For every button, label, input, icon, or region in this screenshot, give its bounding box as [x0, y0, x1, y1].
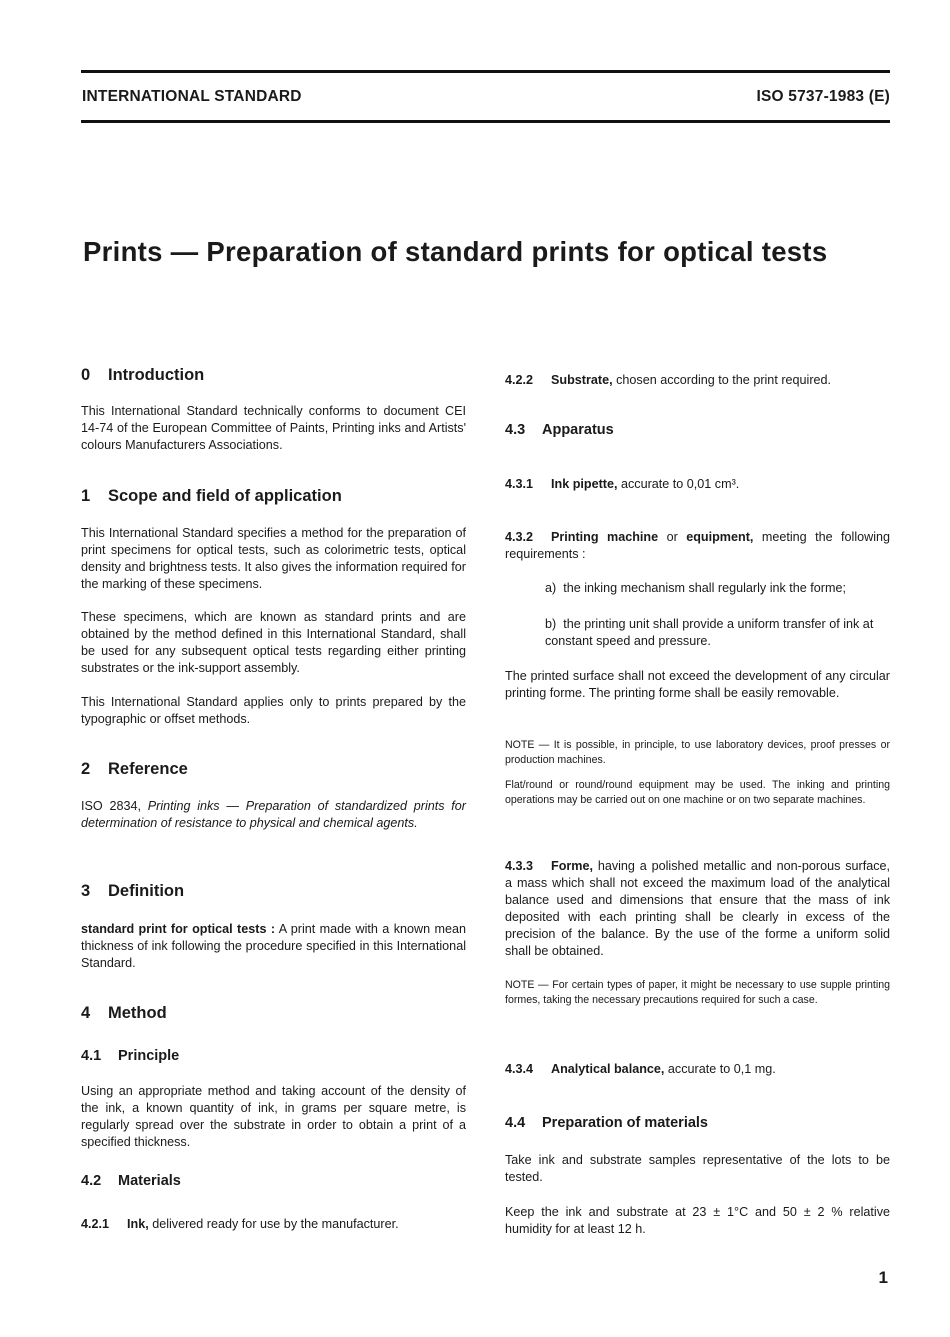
section-4-3-2-paragraph: The printed surface shall not exceed the development of any circular printing forme. The printing forme shall be easily removable.: [505, 669, 890, 700]
section-4-3-1: 4.3.1 Ink pipette, accurate to 0,01 cm³.: [505, 477, 740, 491]
requirement-b: b) the printing unit shall provide a uniform transfer of ink at constant speed and pressure.: [545, 617, 874, 648]
section-4-2-heading: 4.2 Materials: [81, 1173, 181, 1189]
section-4-heading: 4 Method: [81, 1004, 167, 1022]
section-1-paragraph-2: These specimens, which are known as standard prints and are obtained by the method defined in this International Standard, shall be used for any subsequent optical tests regarding either printing substrates or the ink-support assembly.: [81, 610, 466, 675]
section-4-2-1: 4.2.1 Ink, delivered ready for use by the manufacturer.: [81, 1217, 399, 1231]
section-2-reference: ISO 2834, Printing inks — Preparation of standardized prints for determination of resistance to physical and chemical agents.: [81, 799, 466, 830]
section-4-4-paragraph-1: Take ink and substrate samples representative of the lots to be tested.: [505, 1153, 890, 1184]
requirement-a: a) the inking mechanism shall regularly ink the forme;: [545, 581, 846, 595]
section-4-3-2: 4.3.2 Printing machine or equipment, meeting the following requirements :: [505, 530, 891, 561]
section-4-3-2-note-1: NOTE — It is possible, in principle, to use laboratory devices, proof presses or production machines.: [505, 739, 890, 766]
page-title: Prints — Preparation of standard prints for optical tests: [83, 236, 828, 267]
standard-number: ISO 5737-1983 (E): [756, 88, 890, 105]
section-4-3-heading: 4.3 Apparatus: [505, 422, 614, 438]
section-1-heading: 1 Scope and field of application: [81, 487, 342, 505]
document-type: INTERNATIONAL STANDARD: [82, 88, 302, 105]
section-4-2-2: 4.2.2 Substrate, chosen according to the print required.: [505, 373, 832, 387]
section-2-heading: 2 Reference: [81, 760, 188, 778]
section-3-definition: standard print for optical tests : A print made with a known mean thickness of ink following the procedure specified in this International Standard.: [81, 922, 466, 970]
section-4-3-4: 4.3.4 Analytical balance, accurate to 0,1 mg.: [505, 1062, 776, 1076]
section-4-3-2-note-2: Flat/round or round/round equipment may be used. The inking and printing operations may be carried out on one machine or on two separate machines.: [505, 779, 890, 806]
header-rule-bottom: [81, 120, 890, 123]
section-0-heading: 0 Introduction: [81, 366, 205, 384]
header-rule-top: [81, 70, 890, 73]
section-4-3-3-note: NOTE — For certain types of paper, it might be necessary to use supple printing formes, taking the necessary precautions required for such a case.: [505, 979, 890, 1006]
section-4-1-text: Using an appropriate method and taking account of the density of the ink, a known quantity of ink, in grams per square metre, is regularly spread over the substrate in order to obtain a print of a specified thickness.: [81, 1084, 466, 1149]
section-4-4-heading: 4.4 Preparation of materials: [505, 1115, 708, 1131]
section-4-4-paragraph-2: Keep the ink and substrate at 23 ± 1°C and 50 ± 2 % relative humidity for at least 12 h.: [505, 1205, 890, 1236]
section-1-paragraph-3: This International Standard applies only to prints prepared by the typographic or offset methods.: [81, 695, 466, 726]
section-1-paragraph-1: This International Standard specifies a method for the preparation of print specimens for optical tests, such as colorimetric tests, optical density and brightness tests. It also gives the information required for the marking of these specimens.: [81, 526, 466, 591]
section-0-text: This International Standard technically conforms to document CEI 14-74 of the European Committee of Paints, Printing inks and Artists' colours Manufacturers Associations.: [81, 404, 466, 452]
section-4-3-3: 4.3.3 Forme, having a polished metallic and non-porous surface, a mass which shall not exceed the maximum load of the analytical balance used and dimensions that ensure that the mass of ink deposited with each printing shall be clearly in excess of the precision of the balance. By the use of the forme a uniform solid shall be obtained.: [505, 859, 891, 958]
section-4-1-heading: 4.1 Principle: [81, 1048, 180, 1064]
page-number: 1: [878, 1268, 888, 1287]
section-3-heading: 3 Definition: [81, 882, 185, 900]
